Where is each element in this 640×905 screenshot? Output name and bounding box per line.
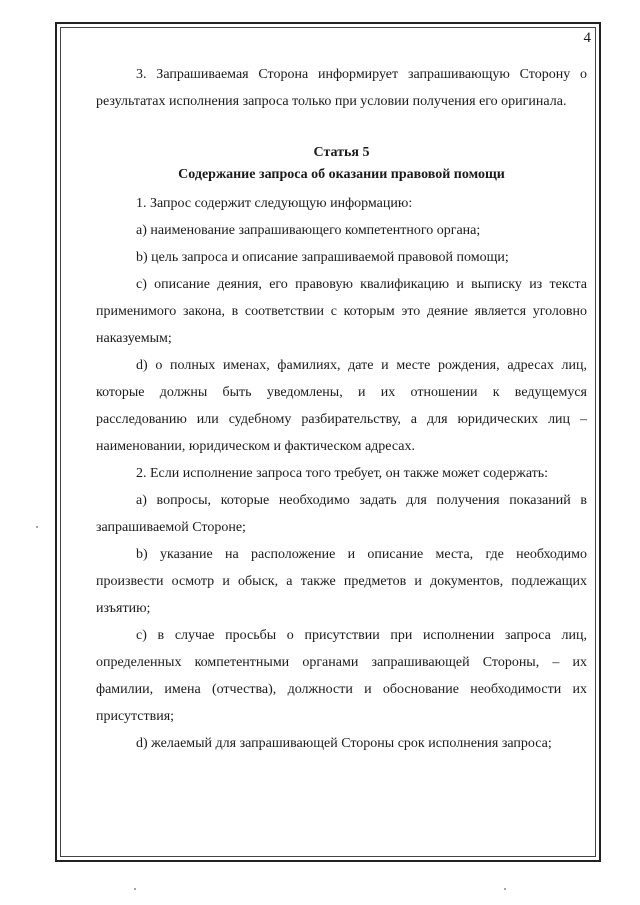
paragraph-top: 3. Запрашиваемая Сторона информирует запрашивающую Сторону о результатах исполнения запроса только при условии получения его оригинала.	[96, 67, 587, 109]
article-title: Содержание запроса об оказании правовой помощи	[178, 167, 505, 182]
page-number: 4	[583, 30, 591, 46]
paragraph: c) в случае просьбы о присутствии при исполнении запроса лиц, определенных компетентными органами запрашивающей Стороны, – их фамилии, имена (отчества), должности и обоснование необходимости их присутствия;	[96, 628, 587, 724]
paragraph: 1. Запрос содержит следующую информацию:	[136, 196, 413, 211]
paragraph: b) указание на расположение и описание места, где необходимо произвести осмотр и обыск, а также предметов и документов, подлежащих изъятию;	[96, 547, 587, 616]
paragraph: d) желаемый для запрашивающей Стороны срок исполнения запроса;	[136, 736, 552, 751]
scan-speck	[134, 888, 136, 890]
paragraph: b) цель запроса и описание запрашиваемой правовой помощи;	[136, 250, 509, 265]
scan-speck	[504, 888, 506, 890]
scan-speck	[36, 526, 38, 528]
paragraph: c) описание деяния, его правовую квалификацию и выписку из текста применимого закона, в соответствии с которым это деяние является уголовно наказуемым;	[96, 277, 587, 346]
document-body	[96, 61, 587, 757]
article-heading	[96, 142, 587, 186]
paragraph: a) наименование запрашивающего компетентного органа;	[136, 223, 481, 238]
paragraph: 2. Если исполнение запроса того требует, он также может содержать:	[136, 466, 549, 481]
paragraph: a) вопросы, которые необходимо задать для получения показаний в запрашиваемой Стороне;	[96, 493, 587, 535]
article-number: Статья 5	[313, 145, 370, 160]
paragraph: d) о полных именах, фамилиях, дате и месте рождения, адресах лиц, которые должны быть уведомлены, и их отношении к ведущемуся расследованию или судебному разбирательству, а для юридических лиц – наименовании, юридическом и фактическом адресах.	[96, 358, 587, 454]
